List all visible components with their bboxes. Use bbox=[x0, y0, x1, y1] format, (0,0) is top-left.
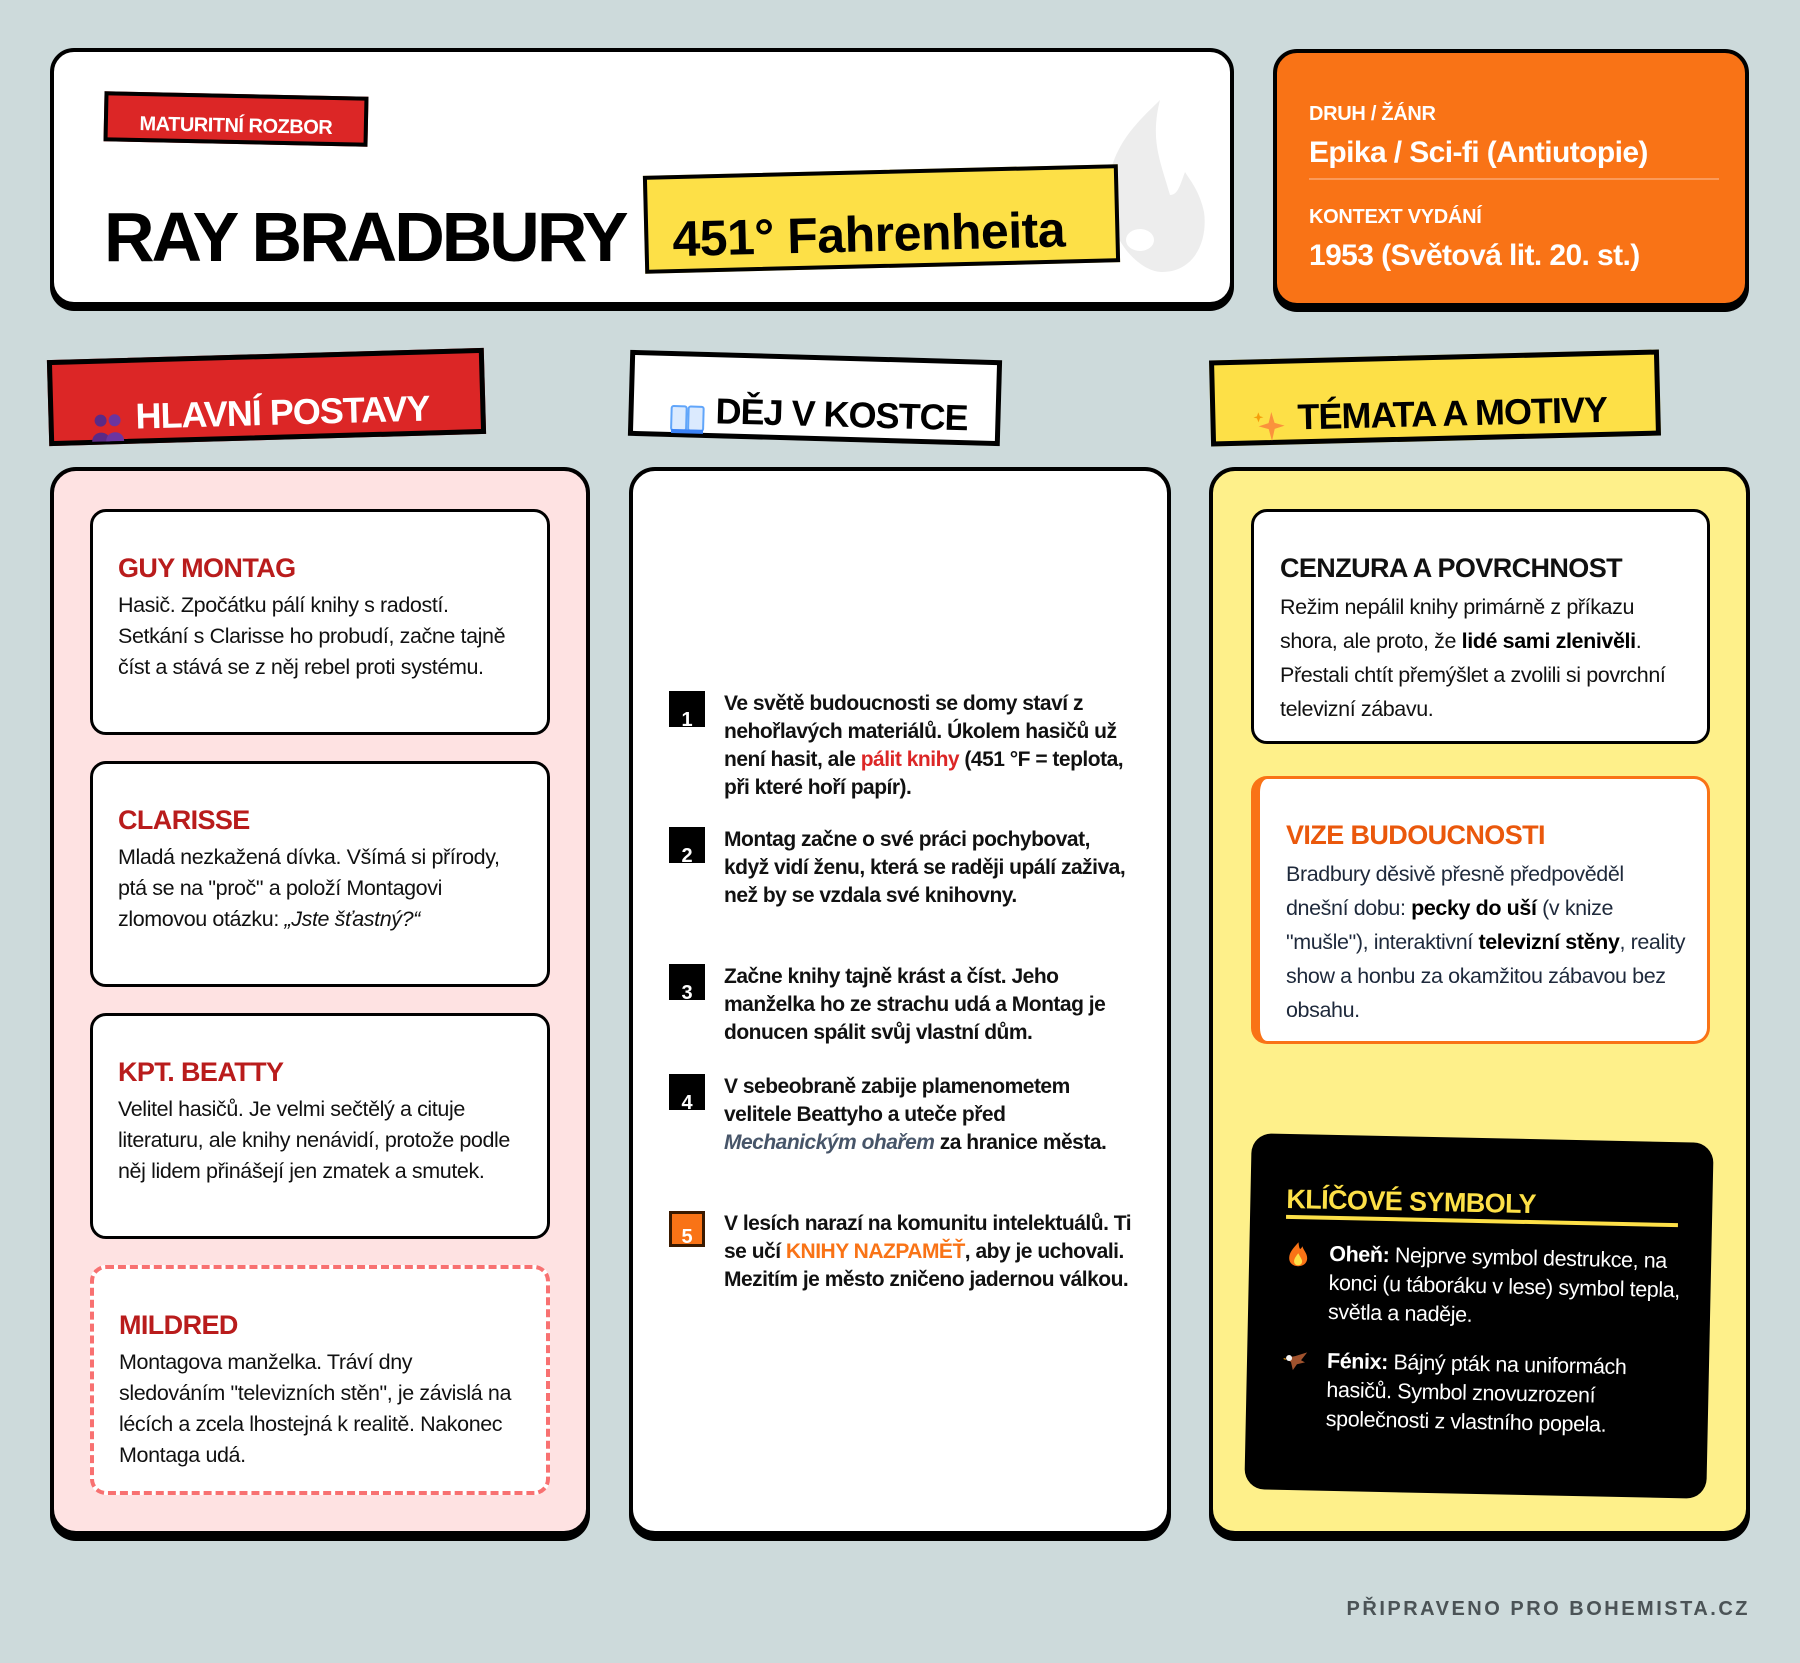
step-number: 5 bbox=[669, 1211, 705, 1247]
people-icon bbox=[89, 409, 126, 442]
step-number: 1 bbox=[669, 691, 705, 727]
step-text bbox=[724, 690, 1139, 802]
genre-label: DRUH / ŽÁNR bbox=[1309, 103, 1436, 125]
character-card bbox=[90, 1013, 550, 1239]
step-number: 4 bbox=[669, 1074, 705, 1110]
character-description bbox=[118, 842, 523, 935]
character-description-text: Mladá nezkažená dívka. Všímá si přírody, ptá se na "proč" a položí Montagovi zlomovou otázku: bbox=[118, 845, 500, 932]
character-card bbox=[90, 761, 550, 987]
step-text bbox=[724, 1210, 1139, 1294]
theme-text-part: Režim nepálil knihy primárně z příkazu shora, ale proto, že bbox=[1280, 595, 1635, 654]
plot-step bbox=[669, 1210, 1139, 1294]
section-heading-themes bbox=[1209, 350, 1661, 447]
character-description: Velitel hasičů. Je velmi sečtělý a cituje literaturu, ale knihy nenávidí, protože podle něj lidem přinášejí jen zmatek a smutek. bbox=[118, 1097, 510, 1184]
symbol-label: Oheň: bbox=[1329, 1241, 1390, 1268]
step-text: Začne knihy tajně krást a číst. Jeho manželka ho ze strachu udá a Montag je donucen spálit svůj vlastní dům. bbox=[724, 965, 1106, 1044]
theme-description bbox=[1280, 590, 1687, 726]
step-number: 2 bbox=[669, 827, 705, 863]
section-title: TÉMATA A MOTIVY bbox=[1296, 388, 1608, 438]
symbol-item bbox=[1284, 1239, 1688, 1334]
theme-text-part: Bradbury děsivě přesně předpověděl dnešní dobu: bbox=[1286, 862, 1624, 921]
sparkles-icon bbox=[1251, 410, 1288, 443]
plot-step bbox=[669, 963, 1139, 1047]
theme-card bbox=[1251, 509, 1710, 744]
symbol-item bbox=[1282, 1346, 1686, 1441]
character-name: KPT. BEATTY bbox=[118, 1057, 284, 1087]
plot-step bbox=[669, 826, 1139, 910]
step-highlight: Mechanickým ohařem bbox=[724, 1131, 935, 1154]
step-text-part: za hranice města. bbox=[934, 1131, 1107, 1154]
fire-icon bbox=[1285, 1241, 1312, 1268]
plot-step bbox=[669, 690, 1139, 802]
theme-title: CENZURA A POVRCHNOST bbox=[1280, 553, 1623, 583]
theme-description bbox=[1286, 857, 1687, 1027]
step-number: 3 bbox=[669, 964, 705, 1000]
step-text: Montag začne o své práci pochybovat, když vidí ženu, která se raději upálí zaživa, než by se vzdala své knihovny. bbox=[724, 828, 1126, 907]
genre-value: Epika / Sci-fi (Antiutopie) bbox=[1309, 136, 1719, 180]
key-symbols-card bbox=[1244, 1133, 1713, 1499]
character-name: MILDRED bbox=[119, 1310, 238, 1340]
theme-bold: lidé sami zlenivěli bbox=[1461, 629, 1636, 654]
character-description: Montagova manželka. Tráví dny sledováním "televizních stěn", je závislá na lécích a zcela lhostejná k realitě. Nakonec Montaga udá. bbox=[119, 1350, 512, 1468]
step-text-part: , aby je uchovali. Mezitím je město zničeno jadernou válkou. bbox=[724, 1240, 1129, 1291]
section-heading-plot bbox=[628, 350, 1002, 446]
character-quote: „Jste šťastný?“ bbox=[284, 907, 420, 932]
theme-text-part: , reality show a honbu za okamžitou zábavou bez obsahu. bbox=[1286, 930, 1686, 1023]
symbol-text bbox=[1325, 1347, 1685, 1441]
step-text bbox=[724, 1073, 1139, 1157]
symbol-text bbox=[1328, 1240, 1688, 1334]
book-title: 451° Fahrenheita bbox=[671, 201, 1066, 268]
maturitni-rozbor-badge: MATURITNÍ ROZBOR bbox=[104, 91, 369, 147]
footer-credit: PŘIPRAVENO PRO BOHEMISTA.CZ bbox=[1346, 1598, 1750, 1620]
step-text-part: V sebeobraně zabije plamenometem velitele Beattyho a uteče před bbox=[724, 1075, 1070, 1126]
step-highlight: pálit knihy bbox=[860, 748, 960, 771]
plot-step bbox=[669, 1073, 1139, 1157]
character-name: GUY MONTAG bbox=[118, 553, 296, 583]
character-description: Hasič. Zpočátku pálí knihy s radostí. Setkání s Clarisse ho probudí, začne tajně číst a stává se z něj rebel proti systému. bbox=[118, 593, 506, 680]
theme-text-part: (v knize "mušle"), interaktivní bbox=[1286, 896, 1614, 955]
theme-card-highlight bbox=[1251, 776, 1710, 1044]
symbol-description: Nejprve symbol destrukce, na konci (u táboráku v lese) symbol tepla, světla a naděje. bbox=[1327, 1243, 1681, 1327]
character-card-dashed bbox=[90, 1265, 550, 1495]
book-title-box bbox=[643, 164, 1120, 274]
theme-bold: pecky do uší bbox=[1411, 896, 1537, 921]
step-text-part: Ve světě budoucnosti se domy staví z nehořlavých materiálů. Úkolem hasičů už není hasit, ale bbox=[724, 692, 1117, 771]
character-name: CLARISSE bbox=[118, 805, 250, 835]
theme-bold: televizní stěny bbox=[1478, 930, 1620, 955]
section-title: HLAVNÍ POSTAVY bbox=[134, 387, 430, 437]
step-text-part: (451 °F = teplota, při které hoří papír). bbox=[724, 748, 1124, 799]
theme-text-part: . Přestali chtít přemýšlet a zvolili si povrchní televizní zábavu. bbox=[1280, 629, 1666, 722]
phoenix-bird-icon bbox=[1283, 1348, 1310, 1375]
context-value: 1953 (Světová lit. 20. st.) bbox=[1309, 239, 1640, 272]
symbols-title: KLÍČOVÉ SYMBOLY bbox=[1286, 1184, 1679, 1227]
symbol-description: Bájný pták na uniformách hasičů. Symbol znovuzrození společnosti z vlastního popela. bbox=[1325, 1350, 1627, 1437]
section-heading-characters bbox=[47, 348, 486, 446]
character-card bbox=[90, 509, 550, 735]
book-icon bbox=[669, 402, 706, 435]
context-label: KONTEXT VYDÁNÍ bbox=[1309, 206, 1482, 228]
step-text-part: V lesích narazí na komunitu intelektuálů. Ti se učí bbox=[724, 1212, 1132, 1263]
section-title: DĚJ V KOSTCE bbox=[715, 390, 969, 439]
author-name: RAY BRADBURY bbox=[104, 198, 626, 276]
step-highlight: KNIHY NAZPAMĚŤ bbox=[785, 1240, 965, 1263]
symbol-label: Fénix: bbox=[1326, 1348, 1389, 1375]
info-card bbox=[1273, 49, 1749, 307]
header-card bbox=[50, 48, 1234, 306]
theme-title: VIZE BUDOUCNOSTI bbox=[1286, 820, 1545, 850]
